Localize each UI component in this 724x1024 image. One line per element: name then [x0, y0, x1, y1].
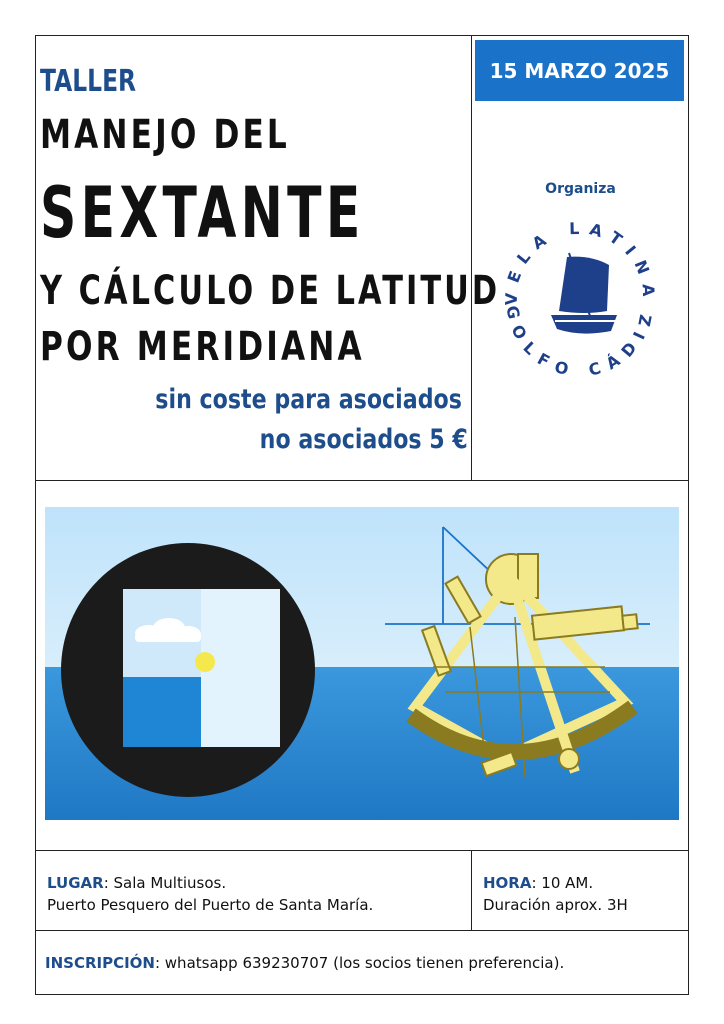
divider	[471, 850, 472, 931]
registration-block	[45, 952, 564, 974]
sailboat-logo-icon	[495, 215, 665, 380]
title-line-4: POR MERIDIANA	[40, 324, 365, 370]
time-block	[483, 872, 628, 916]
sextant-illustration-icon	[45, 507, 679, 820]
registration-value: : whatsapp 639230707 (los socios tienen preferencia).	[154, 954, 565, 972]
registration-label: INSCRIPCIÓN	[45, 954, 155, 972]
divider	[471, 35, 472, 481]
time-value: : 10 AM.	[531, 874, 594, 892]
time-label: HORA	[483, 874, 532, 892]
divider	[35, 850, 689, 851]
workshop-kicker: TALLER	[40, 64, 137, 99]
divider	[35, 930, 689, 931]
title-line-3: Y CÁLCULO DE LATITUD	[40, 268, 501, 314]
location-address: Puerto Pesquero del Puerto de Santa María.	[47, 896, 374, 914]
divider	[35, 480, 689, 481]
price-non-members: no asociados 5 €	[259, 424, 468, 455]
price-members: sin coste para asociados	[155, 384, 462, 415]
event-date: 15 MARZO 2025	[475, 40, 684, 101]
title-main: SEXTANTE	[40, 172, 365, 254]
location-value: : Sala Multiusos.	[103, 874, 227, 892]
location-block	[47, 872, 373, 916]
logo-text-top: VELA LATINA	[501, 218, 659, 306]
organiza-label: Organiza	[545, 181, 616, 197]
location-label: LUGAR	[47, 874, 104, 892]
duration: Duración aprox. 3H	[483, 896, 628, 914]
logo-text-bottom: GOLFO CÁDIZ	[502, 304, 658, 380]
title-line-1: MANEJO DEL	[40, 112, 290, 158]
